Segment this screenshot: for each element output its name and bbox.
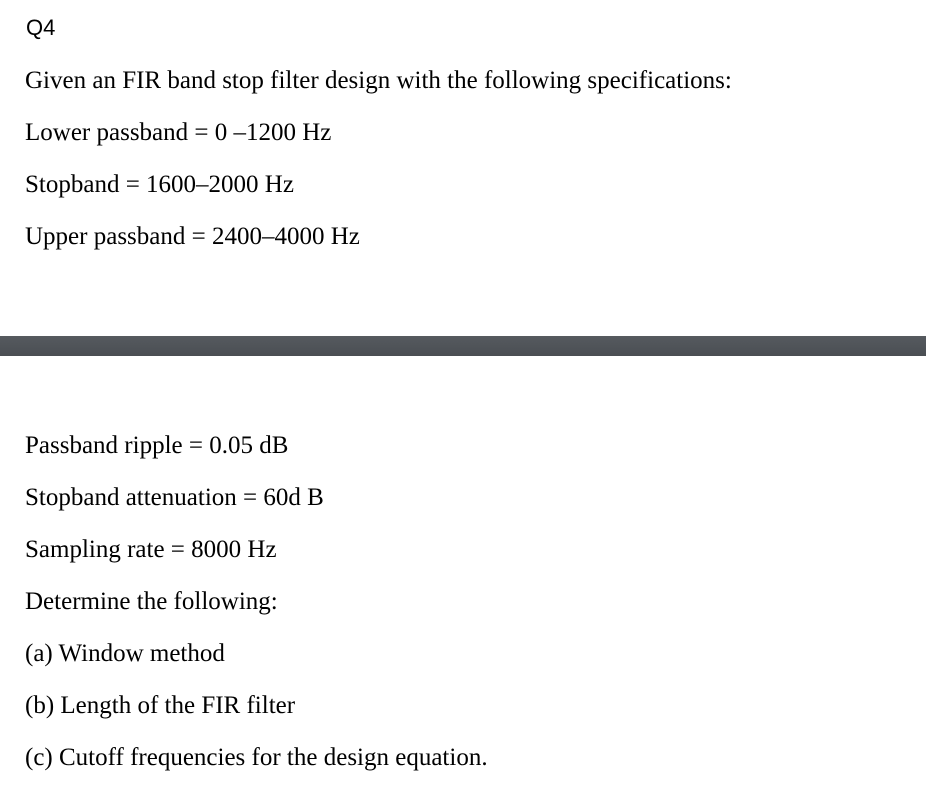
part-b: (b) Length of the FIR filter (25, 692, 296, 719)
spec-sampling-rate: Sampling rate = 8000 Hz (25, 536, 277, 563)
spec-passband-ripple: Passband ripple = 0.05 dB (25, 432, 289, 459)
spec-lower-passband: Lower passband = 0 –1200 Hz (25, 119, 332, 146)
part-a: (a) Window method (25, 640, 225, 667)
spec-stopband-attenuation: Stopband attenuation = 60d B (25, 484, 324, 511)
spec-upper-passband: Upper passband = 2400–4000 Hz (25, 223, 360, 250)
page-divider (0, 336, 926, 356)
part-c: (c) Cutoff frequencies for the design equation. (25, 744, 488, 771)
question-intro: Given an FIR band stop filter design with the following specifications: (25, 67, 732, 94)
spec-stopband: Stopband = 1600–2000 Hz (25, 171, 294, 198)
question-prompt: Determine the following: (25, 588, 278, 615)
question-number: Q4 (26, 15, 56, 40)
